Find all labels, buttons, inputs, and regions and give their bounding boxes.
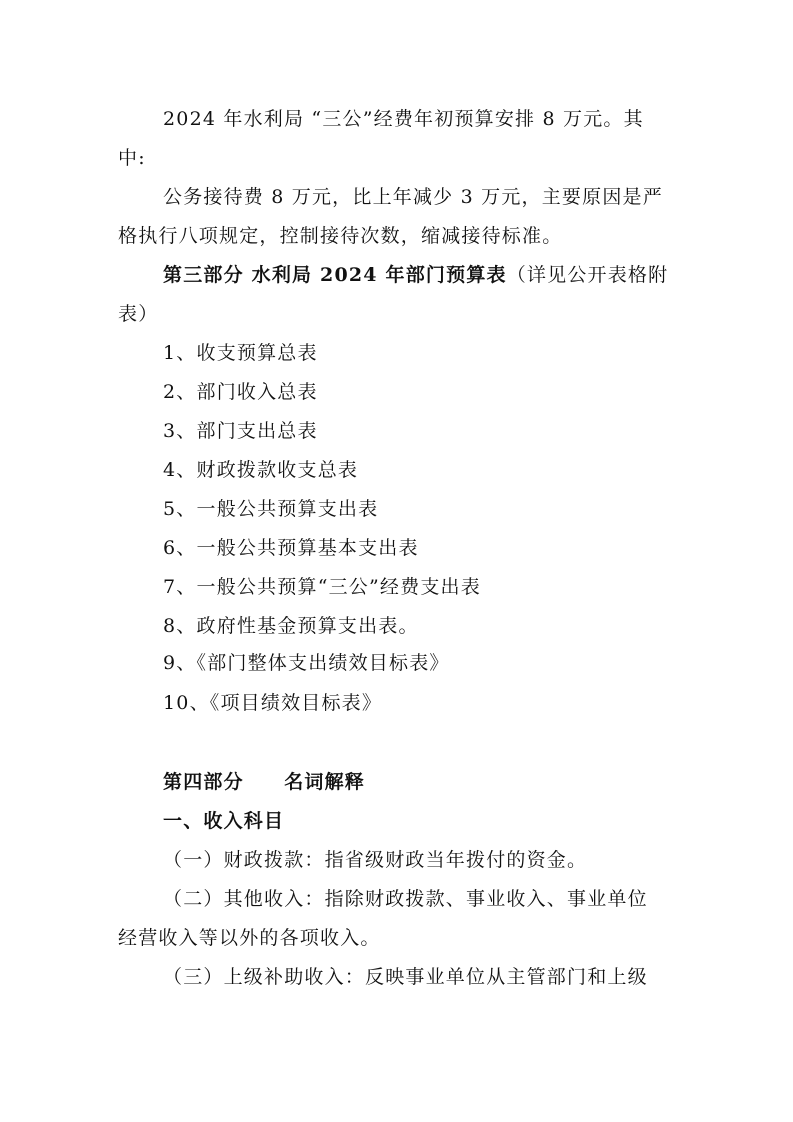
list-item: 3、部门支出总表 <box>163 420 318 442</box>
list-item: 8、政府性基金预算支出表。 <box>163 615 419 637</box>
income-subheading: 一、收入科目 <box>163 810 285 832</box>
list-item: 10、《项目绩效目标表》 <box>163 692 383 714</box>
list-item: 9、《部门整体支出绩效目标表》 <box>163 652 450 674</box>
budget-paragraph-line-2: 中: <box>118 147 146 169</box>
other-income-paragraph-line-1: （二）其他收入：指除财政拨款、事业收入、事业单位 <box>163 888 648 910</box>
list-item: 2、部门收入总表 <box>163 381 318 403</box>
section3-heading <box>163 263 668 287</box>
list-item: 5、一般公共预算支出表 <box>163 498 379 520</box>
section3-heading-continued: 表） <box>118 303 159 325</box>
list-item: 1、收支预算总表 <box>163 342 318 364</box>
list-item: 7、一般公共预算“三公”经费支出表 <box>163 576 481 598</box>
other-income-paragraph-line-2: 经营收入等以外的各项收入。 <box>118 927 381 949</box>
reception-paragraph-line-2: 格执行八项规定，控制接待次数，缩减接待标准。 <box>118 225 563 247</box>
fiscal-appropriation-paragraph: （一）财政拨款：指省级财政当年拨付的资金。 <box>163 849 588 871</box>
budget-paragraph-line-1: 2024 年水利局 “三公”经费年初预算安排 8 万元。其 <box>163 108 644 130</box>
section3-heading-note: （详见公开表格附 <box>506 264 669 286</box>
list-item: 6、一般公共预算基本支出表 <box>163 537 419 559</box>
reception-paragraph-line-1: 公务接待费 8 万元，比上年减少 3 万元，主要原因是严 <box>163 186 663 208</box>
list-item: 4、财政拨款收支总表 <box>163 459 359 481</box>
section3-heading-title: 第三部分 水利局 2024 年部门预算表 <box>163 264 507 286</box>
superior-subsidy-paragraph-line-1: （三）上级补助收入：反映事业单位从主管部门和上级 <box>163 966 648 988</box>
section4-heading: 第四部分 名词解释 <box>163 771 366 793</box>
